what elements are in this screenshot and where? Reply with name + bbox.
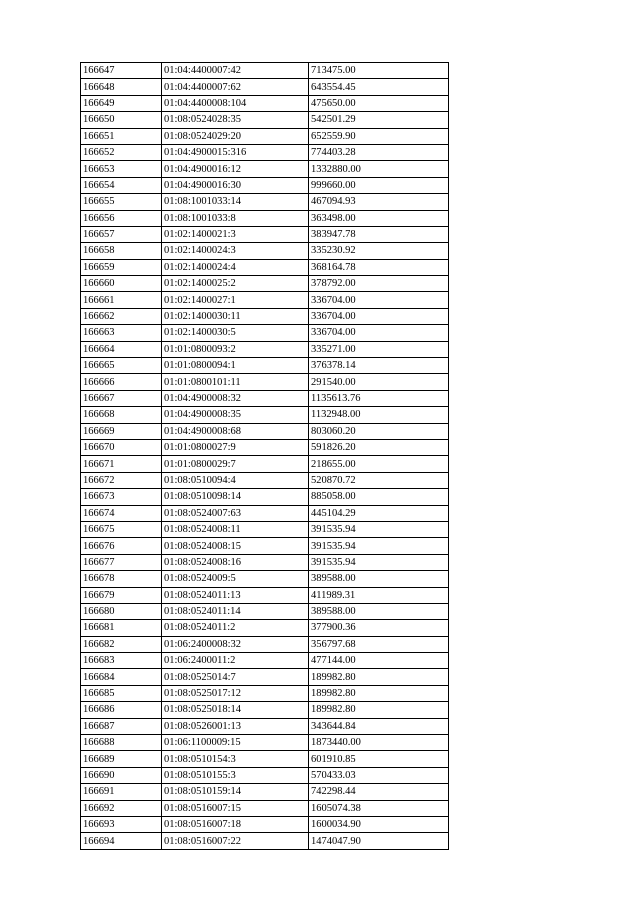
cadastral-number-cell: 01:08:0524007:63	[162, 505, 309, 521]
row-number-cell: 166680	[81, 603, 162, 619]
table-row	[81, 554, 449, 570]
cadastral-number-cell: 01:04:4900016:12	[162, 161, 309, 177]
table-row	[81, 784, 449, 800]
row-number-cell: 166647	[81, 63, 162, 79]
row-number-cell: 166664	[81, 341, 162, 357]
row-number-cell: 166685	[81, 685, 162, 701]
row-number-cell: 166666	[81, 374, 162, 390]
table-row	[81, 456, 449, 472]
cadastral-number-cell: 01:02:1400024:3	[162, 243, 309, 259]
cadastral-value-cell: 542501.29	[309, 112, 449, 128]
cadastral-number-cell: 01:04:4400007:62	[162, 79, 309, 95]
row-number-cell: 166681	[81, 620, 162, 636]
table-row	[81, 489, 449, 505]
table-row	[81, 521, 449, 537]
row-number-cell: 166684	[81, 669, 162, 685]
table-row	[81, 816, 449, 832]
cadastral-value-cell: 803060.20	[309, 423, 449, 439]
cadastral-value-cell: 643554.45	[309, 79, 449, 95]
cadastral-number-cell: 01:02:1400021:3	[162, 226, 309, 242]
cadastral-value-cell: 885058.00	[309, 489, 449, 505]
cadastral-number-cell: 01:08:0524008:15	[162, 538, 309, 554]
cadastral-value-cell: 377900.36	[309, 620, 449, 636]
cadastral-value-cell: 391535.94	[309, 554, 449, 570]
table-row	[81, 95, 449, 111]
cadastral-number-cell: 01:04:4400008:104	[162, 95, 309, 111]
row-number-cell: 166669	[81, 423, 162, 439]
cadastral-value-cell: 189982.80	[309, 685, 449, 701]
table-row	[81, 325, 449, 341]
table-row	[81, 620, 449, 636]
cadastral-value-cell: 520870.72	[309, 472, 449, 488]
row-number-cell: 166692	[81, 800, 162, 816]
cadastral-number-cell: 01:01:0800093:2	[162, 341, 309, 357]
cadastral-value-cell: 601910.85	[309, 751, 449, 767]
cadastral-value-cell: 378792.00	[309, 276, 449, 292]
cadastral-number-cell: 01:04:4900016:30	[162, 177, 309, 193]
cadastral-value-cell: 591826.20	[309, 439, 449, 455]
cadastral-value-cell: 411989.31	[309, 587, 449, 603]
cadastral-number-cell: 01:02:1400030:11	[162, 308, 309, 324]
table-row	[81, 751, 449, 767]
cadastral-number-cell: 01:08:0525018:14	[162, 702, 309, 718]
cadastral-number-cell: 01:01:0800101:11	[162, 374, 309, 390]
table-row	[81, 128, 449, 144]
cadastral-value-cell: 368164.78	[309, 259, 449, 275]
cadastral-number-cell: 01:01:0800094:1	[162, 358, 309, 374]
table-row	[81, 194, 449, 210]
table-row	[81, 587, 449, 603]
table-row	[81, 538, 449, 554]
cadastral-number-cell: 01:04:4900015:316	[162, 144, 309, 160]
cadastral-number-cell: 01:08:0525017:12	[162, 685, 309, 701]
row-number-cell: 166650	[81, 112, 162, 128]
cadastral-value-cell: 1132948.00	[309, 407, 449, 423]
cadastral-number-cell: 01:01:0800027:9	[162, 439, 309, 455]
row-number-cell: 166665	[81, 358, 162, 374]
cadastral-number-cell: 01:08:0524008:16	[162, 554, 309, 570]
row-number-cell: 166690	[81, 767, 162, 783]
row-number-cell: 166654	[81, 177, 162, 193]
row-number-cell: 166678	[81, 571, 162, 587]
cadastral-number-cell: 01:01:0800029:7	[162, 456, 309, 472]
cadastral-value-cell: 475650.00	[309, 95, 449, 111]
cadastral-number-cell: 01:04:4900008:32	[162, 390, 309, 406]
table-row	[81, 505, 449, 521]
row-number-cell: 166672	[81, 472, 162, 488]
table-row	[81, 767, 449, 783]
cadastral-value-cell: 467094.93	[309, 194, 449, 210]
row-number-cell: 166661	[81, 292, 162, 308]
table-row	[81, 636, 449, 652]
cadastral-value-cell: 383947.78	[309, 226, 449, 242]
cadastral-number-cell: 01:08:0510094:4	[162, 472, 309, 488]
table-row	[81, 177, 449, 193]
cadastral-value-table	[80, 62, 449, 850]
cadastral-number-cell: 01:08:0510098:14	[162, 489, 309, 505]
cadastral-number-cell: 01:08:1001033:14	[162, 194, 309, 210]
table-row	[81, 308, 449, 324]
cadastral-value-cell: 999660.00	[309, 177, 449, 193]
cadastral-value-cell: 742298.44	[309, 784, 449, 800]
cadastral-value-cell: 1135613.76	[309, 390, 449, 406]
cadastral-number-cell: 01:08:0524009:5	[162, 571, 309, 587]
cadastral-number-cell: 01:08:0516007:15	[162, 800, 309, 816]
table-row	[81, 603, 449, 619]
row-number-cell: 166660	[81, 276, 162, 292]
cadastral-value-cell: 376378.14	[309, 358, 449, 374]
cadastral-number-cell: 01:08:0524011:14	[162, 603, 309, 619]
cadastral-number-cell: 01:08:0510155:3	[162, 767, 309, 783]
row-number-cell: 166653	[81, 161, 162, 177]
row-number-cell: 166679	[81, 587, 162, 603]
row-number-cell: 166670	[81, 439, 162, 455]
cadastral-number-cell: 01:06:1100009:15	[162, 735, 309, 751]
cadastral-number-cell: 01:08:0524011:13	[162, 587, 309, 603]
table-row	[81, 259, 449, 275]
cadastral-value-cell: 389588.00	[309, 571, 449, 587]
cadastral-value-cell: 189982.80	[309, 669, 449, 685]
row-number-cell: 166668	[81, 407, 162, 423]
cadastral-number-cell: 01:04:4900008:35	[162, 407, 309, 423]
table-row	[81, 144, 449, 160]
table-row	[81, 702, 449, 718]
row-number-cell: 166673	[81, 489, 162, 505]
table-row	[81, 390, 449, 406]
cadastral-number-cell: 01:08:0524028:35	[162, 112, 309, 128]
cadastral-number-cell: 01:02:1400025:2	[162, 276, 309, 292]
table-row	[81, 112, 449, 128]
cadastral-number-cell: 01:08:1001033:8	[162, 210, 309, 226]
cadastral-number-cell: 01:04:4900008:68	[162, 423, 309, 439]
cadastral-value-cell: 1332880.00	[309, 161, 449, 177]
table-row	[81, 63, 449, 79]
cadastral-value-cell: 389588.00	[309, 603, 449, 619]
table-row	[81, 243, 449, 259]
row-number-cell: 166657	[81, 226, 162, 242]
table-body	[81, 63, 449, 850]
cadastral-number-cell: 01:02:1400027:1	[162, 292, 309, 308]
cadastral-number-cell: 01:06:2400011:2	[162, 653, 309, 669]
cadastral-number-cell: 01:08:0524029:20	[162, 128, 309, 144]
cadastral-value-cell: 336704.00	[309, 308, 449, 324]
row-number-cell: 166674	[81, 505, 162, 521]
cadastral-value-cell: 189982.80	[309, 702, 449, 718]
row-number-cell: 166659	[81, 259, 162, 275]
row-number-cell: 166677	[81, 554, 162, 570]
row-number-cell: 166648	[81, 79, 162, 95]
table-row	[81, 276, 449, 292]
row-number-cell: 166683	[81, 653, 162, 669]
cadastral-number-cell: 01:02:1400030:5	[162, 325, 309, 341]
cadastral-number-cell: 01:08:0525014:7	[162, 669, 309, 685]
row-number-cell: 166656	[81, 210, 162, 226]
row-number-cell: 166662	[81, 308, 162, 324]
cadastral-number-cell: 01:06:2400008:32	[162, 636, 309, 652]
cadastral-value-cell: 1605074.38	[309, 800, 449, 816]
row-number-cell: 166693	[81, 816, 162, 832]
row-number-cell: 166655	[81, 194, 162, 210]
cadastral-number-cell: 01:04:4400007:42	[162, 63, 309, 79]
table-row	[81, 358, 449, 374]
table-row	[81, 833, 449, 849]
table-row	[81, 669, 449, 685]
table-row	[81, 653, 449, 669]
table-row	[81, 292, 449, 308]
cadastral-number-cell: 01:08:0516007:18	[162, 816, 309, 832]
row-number-cell: 166682	[81, 636, 162, 652]
cadastral-number-cell: 01:08:0524011:2	[162, 620, 309, 636]
row-number-cell: 166691	[81, 784, 162, 800]
table-row	[81, 79, 449, 95]
cadastral-value-cell: 774403.28	[309, 144, 449, 160]
row-number-cell: 166671	[81, 456, 162, 472]
cadastral-value-cell: 1873440.00	[309, 735, 449, 751]
cadastral-value-cell: 343644.84	[309, 718, 449, 734]
table-row	[81, 407, 449, 423]
table-row	[81, 226, 449, 242]
cadastral-value-cell: 445104.29	[309, 505, 449, 521]
cadastral-value-cell: 391535.94	[309, 538, 449, 554]
row-number-cell: 166689	[81, 751, 162, 767]
table-row	[81, 161, 449, 177]
row-number-cell: 166676	[81, 538, 162, 554]
cadastral-value-cell: 652559.90	[309, 128, 449, 144]
cadastral-value-cell: 218655.00	[309, 456, 449, 472]
table-row	[81, 800, 449, 816]
table-row	[81, 423, 449, 439]
cadastral-value-cell: 363498.00	[309, 210, 449, 226]
table-row	[81, 718, 449, 734]
table-row	[81, 439, 449, 455]
cadastral-value-cell: 291540.00	[309, 374, 449, 390]
cadastral-value-cell: 335230.92	[309, 243, 449, 259]
cadastral-number-cell: 01:08:0526001:13	[162, 718, 309, 734]
cadastral-number-cell: 01:08:0524008:11	[162, 521, 309, 537]
cadastral-value-cell: 570433.03	[309, 767, 449, 783]
cadastral-number-cell: 01:02:1400024:4	[162, 259, 309, 275]
cadastral-value-cell: 391535.94	[309, 521, 449, 537]
cadastral-value-cell: 713475.00	[309, 63, 449, 79]
table-row	[81, 735, 449, 751]
row-number-cell: 166652	[81, 144, 162, 160]
row-number-cell: 166658	[81, 243, 162, 259]
cadastral-number-cell: 01:08:0510159:14	[162, 784, 309, 800]
cadastral-value-cell: 1474047.90	[309, 833, 449, 849]
cadastral-number-cell: 01:08:0510154:3	[162, 751, 309, 767]
table-row	[81, 210, 449, 226]
table-row	[81, 472, 449, 488]
cadastral-value-cell: 1600034.90	[309, 816, 449, 832]
row-number-cell: 166667	[81, 390, 162, 406]
table-row	[81, 685, 449, 701]
row-number-cell: 166675	[81, 521, 162, 537]
cadastral-value-cell: 356797.68	[309, 636, 449, 652]
table-row	[81, 341, 449, 357]
cadastral-value-cell: 477144.00	[309, 653, 449, 669]
cadastral-value-cell: 335271.00	[309, 341, 449, 357]
cadastral-number-cell: 01:08:0516007:22	[162, 833, 309, 849]
row-number-cell: 166651	[81, 128, 162, 144]
row-number-cell: 166694	[81, 833, 162, 849]
row-number-cell: 166686	[81, 702, 162, 718]
row-number-cell: 166649	[81, 95, 162, 111]
cadastral-value-cell: 336704.00	[309, 325, 449, 341]
table-row	[81, 374, 449, 390]
cadastral-value-cell: 336704.00	[309, 292, 449, 308]
row-number-cell: 166687	[81, 718, 162, 734]
table-row	[81, 571, 449, 587]
row-number-cell: 166663	[81, 325, 162, 341]
row-number-cell: 166688	[81, 735, 162, 751]
